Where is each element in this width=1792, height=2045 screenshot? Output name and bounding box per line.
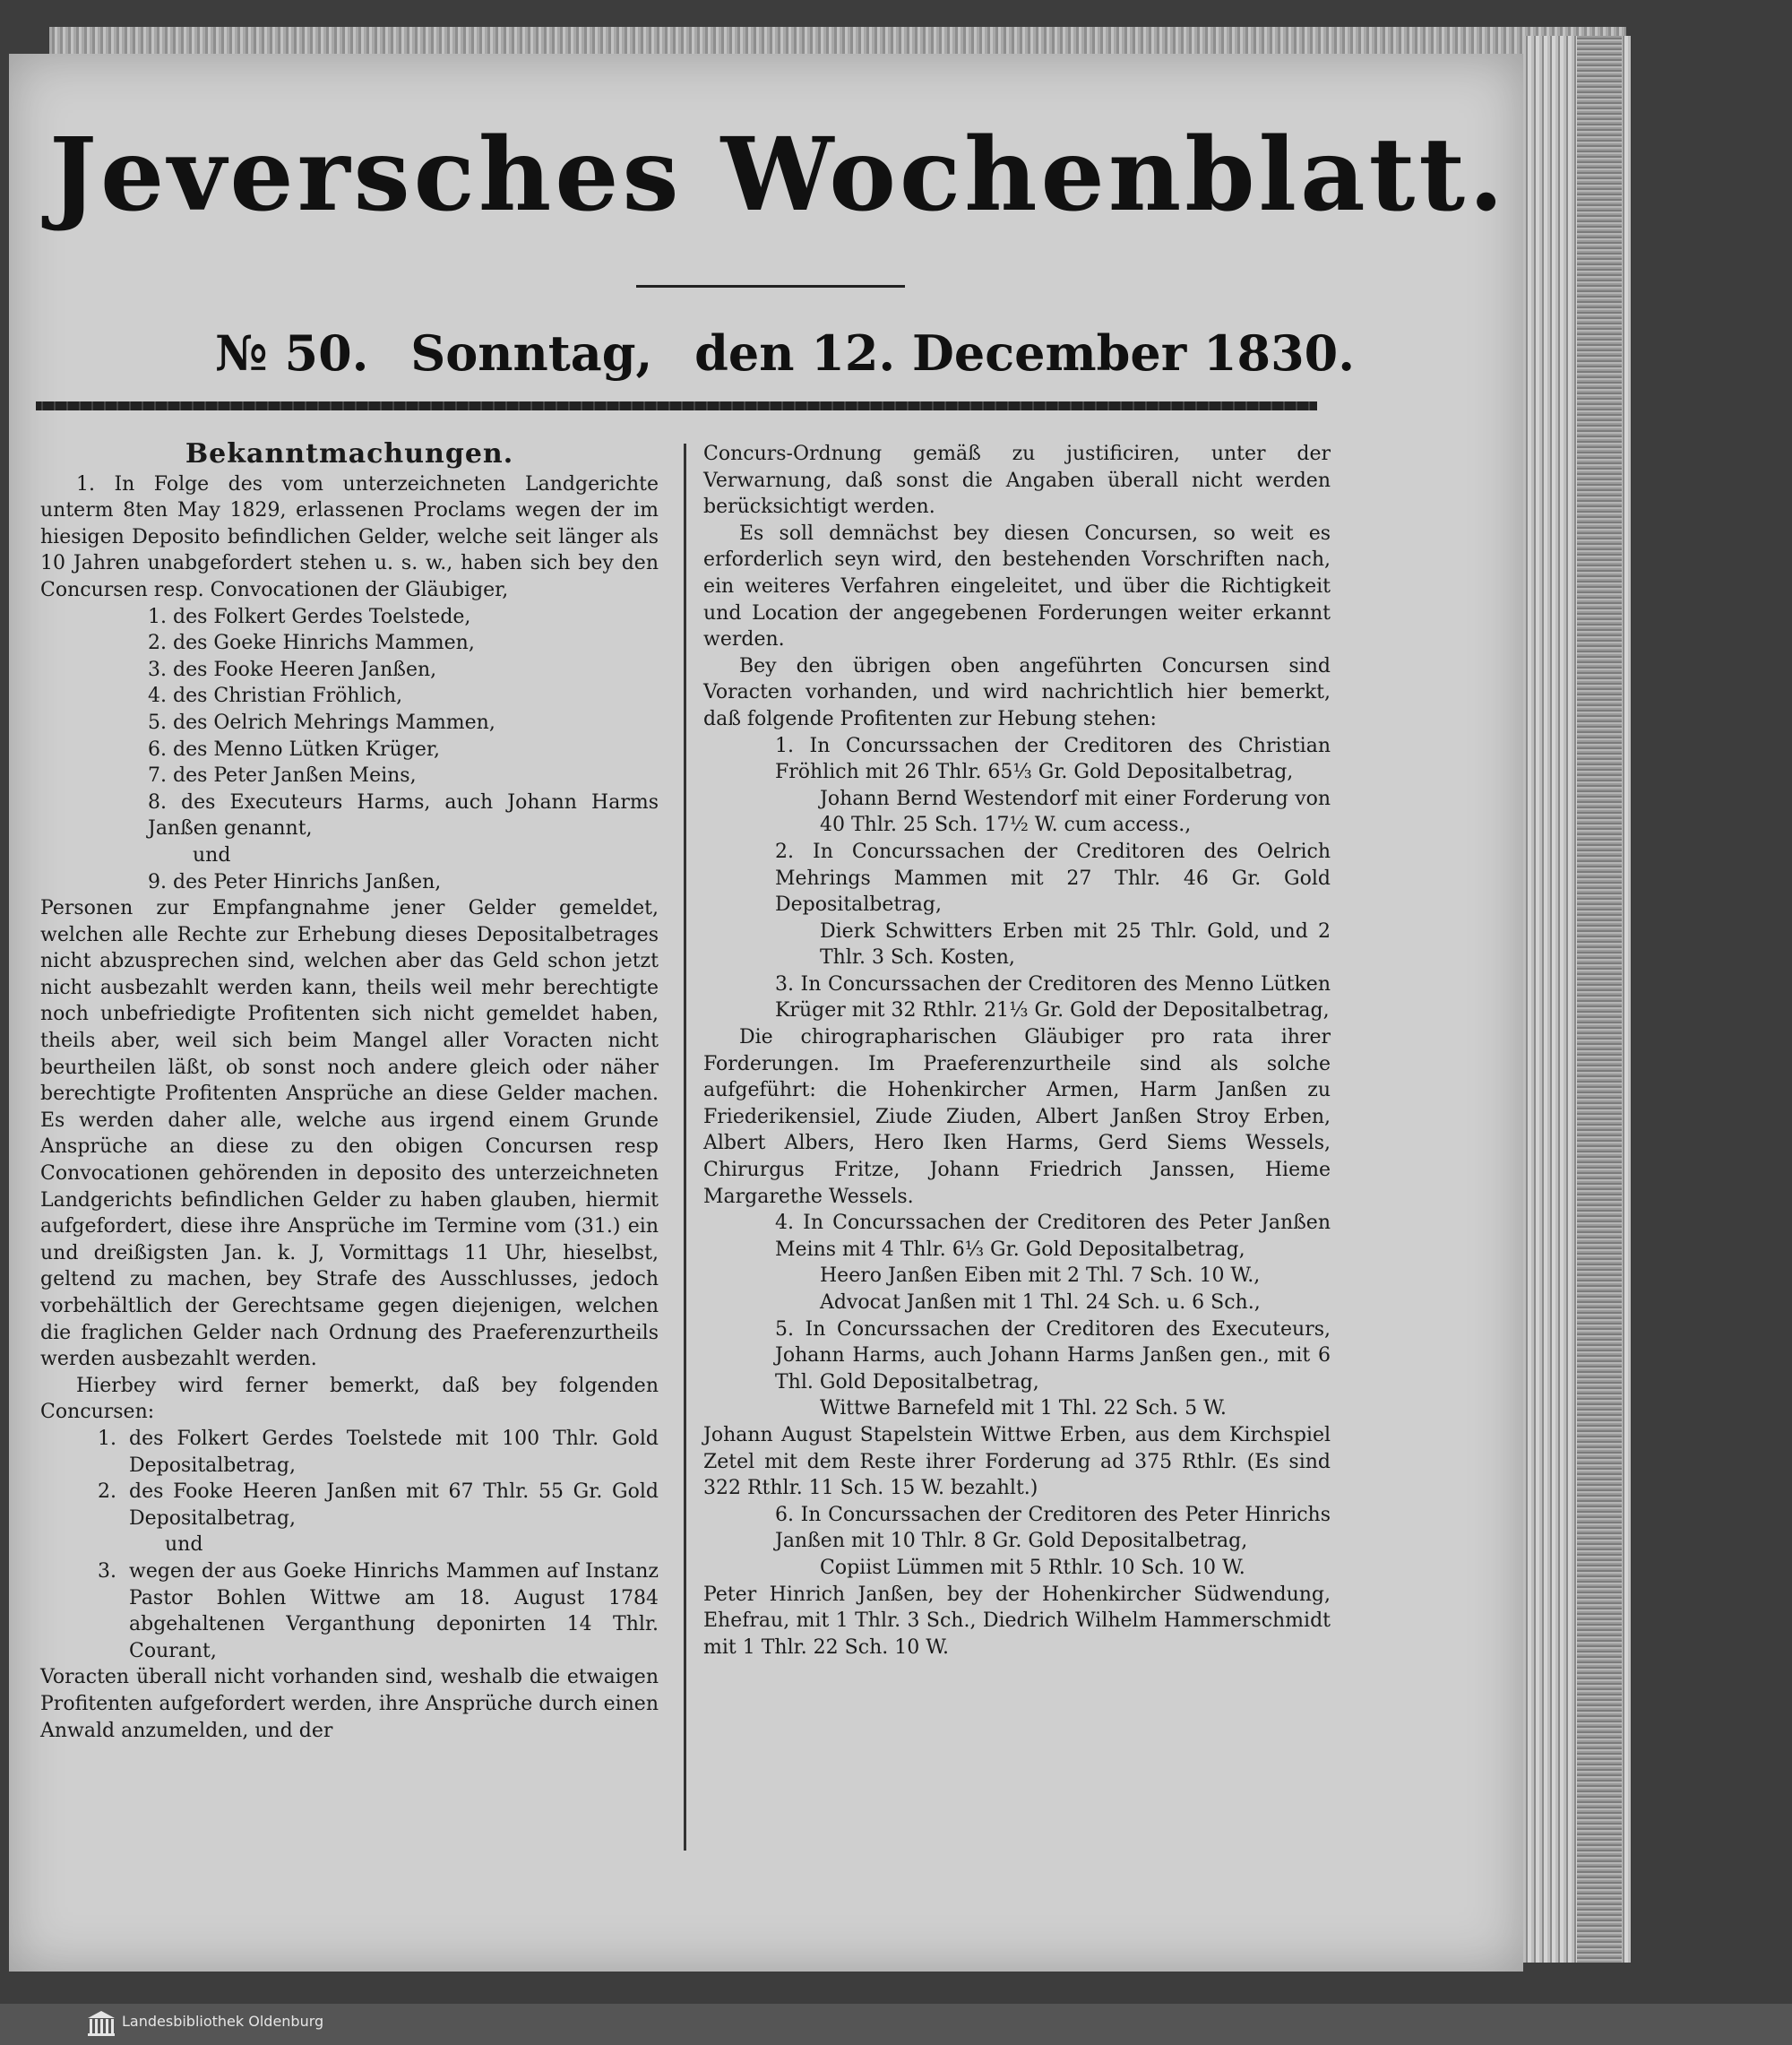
- notice-closing: Voracten überall nicht vorhanden sind, weshalb die etwaigen Profitenten aufgefordert werden, ihre Ansprüche durch einen Anwald anzumelden, und der: [40, 1666, 659, 1742]
- payout-claimant: Heero Janßen Eiben mit 2 Thl. 7 Sch. 10 W.,: [820, 1264, 1261, 1288]
- concurs-entry: und: [165, 1533, 203, 1557]
- creditor-name: 6. des Menno Lütken Krüger,: [148, 738, 440, 761]
- payout-claimant: Johann Bernd Westendorf mit einer Forderung von 40 Thlr. 25 Sch. 17½ W. cum access.,: [820, 787, 1331, 837]
- creditor-name: 3. des Fooke Heeren Janßen,: [148, 658, 437, 681]
- payout-entry: 6. In Concurssachen der Creditoren des Peter Hinrichs Janßen mit 10 Thlr. 8 Gr. Gold Depositalbetrag,: [775, 1503, 1331, 1553]
- payout-claimant: Wittwe Barnefeld mit 1 Thl. 22 Sch. 5 W.: [820, 1397, 1227, 1420]
- book-binding-edge: [1577, 36, 1622, 1963]
- payout-claimant: Advocat Janßen mit 1 Thl. 24 Sch. u. 6 Sch.,: [820, 1291, 1261, 1314]
- section-heading: Bekanntmachungen.: [185, 438, 514, 470]
- payout-entry: 5. In Concurssachen der Creditoren des Executeurs, Johann Harms, auch Johann Harms Janßen gen., mit 6 Thl. Gold Depositalbetrag,: [775, 1317, 1331, 1394]
- left-column: [40, 438, 659, 1744]
- concurs-entry: 1. des Folkert Gerdes Toelstede mit 100 Thlr. Gold Depositalbetrag,: [98, 1427, 659, 1477]
- payout-entry: 4. In Concurssachen der Creditoren des Peter Janßen Meins mit 4 Thlr. 6⅓ Gr. Gold Depositalbetrag,: [775, 1212, 1331, 1261]
- payout-entry: 3. In Concurssachen der Creditoren des Menno Lütken Krüger mit 32 Rthlr. 21⅓ Gr. Gold der Depositalbetrag,: [775, 972, 1331, 1022]
- payout-claimant: Copiist Lümmen mit 5 Rthlr. 10 Sch. 10 W.: [820, 1556, 1245, 1579]
- column-divider: [684, 444, 686, 1851]
- concurs-entry: 2. des Fooke Heeren Janßen mit 67 Thlr. 55 Gr. Gold Depositalbetrag,: [98, 1480, 659, 1530]
- creditor-name: 8. des Executeurs Harms, auch Johann Harms Janßen genannt,: [148, 790, 659, 841]
- payout-claimant: Dierk Schwitters Erben mit 25 Thlr. Gold, und 2 Thlr. 3 Sch. Kosten,: [820, 919, 1331, 970]
- creditor-name: 4. des Christian Fröhlich,: [148, 685, 403, 708]
- library-logo-icon: [86, 2009, 116, 2038]
- creditor-name: 7. des Peter Janßen Meins,: [148, 764, 417, 788]
- notice-body: Personen zur Empfangnahme jener Gelder gemeldet, welchen alle Rechte zur Erhebung dieses Depositalbetrages nicht abzusprechen sind, welchen aber das Geld schon jetzt nicht ausbezahlt werden kann, theils weil mehr berechtigte noch unbefriedigte Profitenten sich nicht gemeldet haben, theils aber, weil sich beim Mangel aller Voracten nicht beurtheilen läßt, ob sonst noch andere gleich oder näher berechtigte Profitenten Ansprüche an diese Gelder machen. Es werden daher alle, welche aus irgend einem Grunde Ansprüche an diese zu den obigen Concursen resp Convocationen gehörenden in deposito des unterzeichneten Landgerichts befindlichen Gelder zu haben glauben, hiermit aufgefordert, diese ihre Ansprüche im Termine vom (31.) ein und dreißigsten Jan. k. J, Vormittags 11 Uhr, hieselbst, geltend zu machen, bey Strafe des Ausschlusses, jedoch vorbehältlich der Gerechtsame gegen diejenigen, welchen die fraglichen Gelder nach Ordnung des Praeferenzurtheils werden ausbezahlt werden.: [40, 897, 659, 1371]
- creditor-name: 2. des Goeke Hinrichs Mammen,: [148, 632, 475, 655]
- issue-day: Sonntag,: [410, 324, 653, 382]
- notice-intro: 1. In Folge des vom unterzeichneten Landgerichte unterm 8ten May 1829, erlassenen Proclams wegen der im hiesigen Deposito befindlichen Gelder, welche seit länger als 10 Jahren unabgefordert stehen u. s. w., haben sich bey den Concursen resp. Convocationen der Gläubiger,: [40, 472, 659, 601]
- library-name: Landesbibliothek Oldenburg: [122, 2013, 324, 2030]
- issue-number: № 50.: [215, 324, 369, 382]
- creditor-name: 9. des Peter Hinrichs Janßen,: [148, 870, 442, 893]
- payout-note: Peter Hinrich Janßen, bey der Hohenkircher Südwendung, Ehefrau, mit 1 Thlr. 3 Sch., Diedrich Wilhelm Hammerschmidt mit 1 Thlr. 22 Sch. 10 W.: [703, 1583, 1331, 1659]
- dateline: [215, 324, 1356, 382]
- notice-continuation: Concurs-Ordnung gemäß zu justificiren, unter der Verwarnung, daß sonst die Angaben überall nicht werden berücksichtigt werden.: [703, 443, 1331, 519]
- notice-remark: Hierbey wird ferner bemerkt, daß bey folgenden Concursen:: [40, 1374, 659, 1424]
- payout-note: Die chirographarischen Gläubiger pro rata ihrer Forderungen. Im Praeferenzurtheile sind als solche aufgeführt: die Hohenkircher Armen, Harm Janßen zu Friederikensiel, Ziude Ziuden, Albert Janßen Stroy Erben, Albert Albers, Hero Iken Harms, Gerd Siems Wessels, Chirurgus Fritze, Johann Friedrich Janssen, Hieme Margarethe Wessels.: [703, 1026, 1331, 1208]
- creditor-name: 5. des Oelrich Mehrings Mammen,: [148, 711, 495, 734]
- masthead-rule: [636, 285, 905, 288]
- dateline-rule: [36, 401, 1317, 410]
- issue-date: den 12. December 1830.: [694, 324, 1356, 382]
- notice-paragraph: Bey den übrigen oben angeführten Concursen sind Voracten vorhanden, und wird nachrichtlich hier bemerkt, daß folgende Profitenten zur Hebung stehen:: [703, 654, 1331, 730]
- creditor-name: 1. des Folkert Gerdes Toelstede,: [148, 605, 471, 628]
- masthead-title: Jeversches Wochenblatt.: [49, 116, 1508, 234]
- concurs-entry: 3. wegen der aus Goeke Hinrichs Mammen auf Instanz Pastor Bohlen Wittwe am 18. August 1784 abgehaltenen Verganthung deponirten 14 Thlr. Courant,: [98, 1559, 659, 1662]
- notice-paragraph: Es soll demnächst bey diesen Concursen, so weit es erforderlich seyn wird, den bestehenden Vorschriften nach, ein weiteres Verfahren eingeleitet, und über die Richtigkeit und Location der angegebenen Forderungen weiter erkannt werden.: [703, 522, 1331, 651]
- payout-entry: 1. In Concurssachen der Creditoren des Christian Fröhlich mit 26 Thlr. 65⅓ Gr. Gold Depositalbetrag,: [775, 734, 1331, 784]
- payout-entry: 2. In Concurssachen der Creditoren des Oelrich Mehrings Mammen mit 27 Thlr. 46 Gr. Gold Depositalbetrag,: [775, 840, 1331, 917]
- right-column: [703, 441, 1331, 1661]
- payout-note: Johann August Stapelstein Wittwe Erben, aus dem Kirchspiel Zetel mit dem Reste ihrer Forderung ad 375 Rthlr. (Es sind 322 Rthlr. 11 Sch. 15 W. bezahlt.): [703, 1423, 1331, 1500]
- creditor-conjunction: und: [193, 843, 231, 867]
